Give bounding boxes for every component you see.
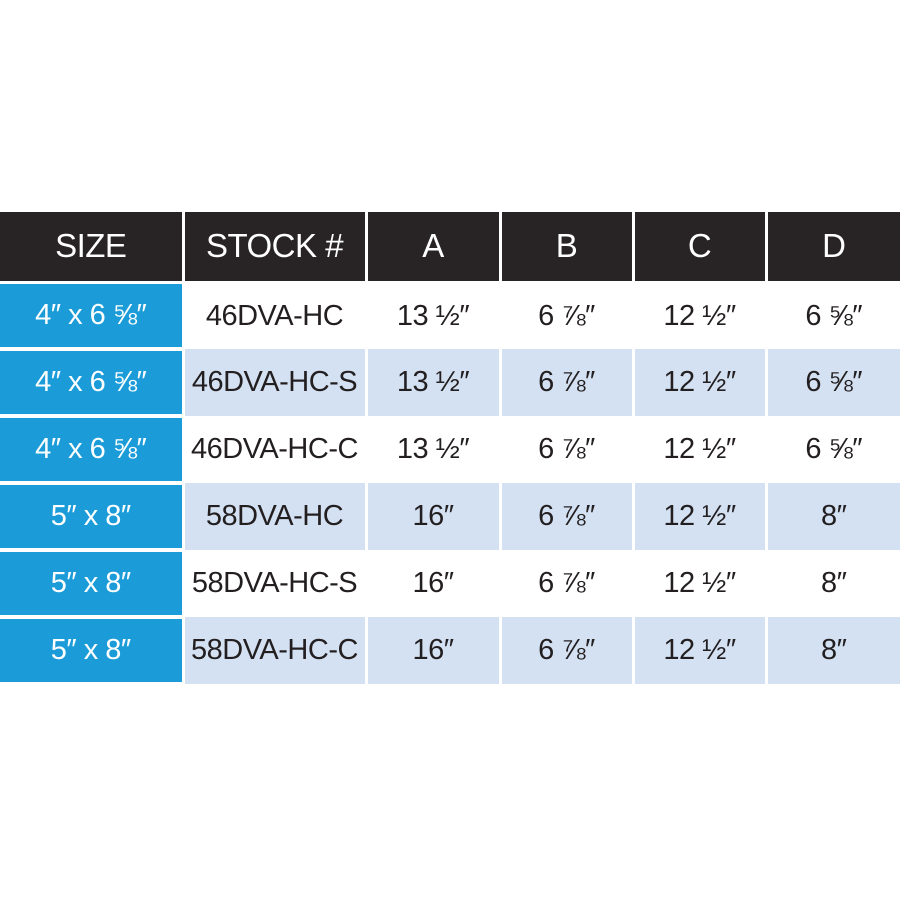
table-row (0, 483, 900, 550)
cell-dim-a: 13 ½″ (366, 349, 500, 416)
cell-dim-a: 13 ½″ (366, 416, 500, 483)
column-header-d: D (766, 212, 900, 282)
cell-dim-b: 6 ⅞″ (500, 349, 633, 416)
cell-stock: 46DVA-HC (183, 282, 366, 349)
cell-dim-c: 12 ½″ (633, 282, 766, 349)
cell-dim-b: 6 ⅞″ (500, 550, 633, 617)
column-header-size: SIZE (0, 212, 183, 282)
column-header-b: B (500, 212, 633, 282)
cell-dim-b: 6 ⅞″ (500, 282, 633, 349)
cell-size: 5″ x 8″ (0, 550, 183, 617)
cell-dim-d: 8″ (766, 550, 900, 617)
cell-dim-c: 12 ½″ (633, 349, 766, 416)
cell-stock: 58DVA-HC (183, 483, 366, 550)
cell-dim-d: 8″ (766, 617, 900, 684)
cell-dim-d: 6 ⅝″ (766, 416, 900, 483)
cell-size: 4″ x 6 ⅝″ (0, 349, 183, 416)
cell-stock: 46DVA-HC-S (183, 349, 366, 416)
dimension-spec-table (0, 212, 900, 686)
cell-dim-b: 6 ⅞″ (500, 617, 633, 684)
table-row (0, 349, 900, 416)
table-row (0, 550, 900, 617)
table-row (0, 617, 900, 684)
cell-dim-d: 8″ (766, 483, 900, 550)
cell-size: 4″ x 6 ⅝″ (0, 416, 183, 483)
cell-size: 4″ x 6 ⅝″ (0, 282, 183, 349)
table-row (0, 282, 900, 349)
cell-size: 5″ x 8″ (0, 483, 183, 550)
table-row (0, 416, 900, 483)
cell-stock: 58DVA-HC-S (183, 550, 366, 617)
cell-dim-a: 16″ (366, 483, 500, 550)
cell-dim-b: 6 ⅞″ (500, 483, 633, 550)
cell-dim-c: 12 ½″ (633, 483, 766, 550)
cell-dim-c: 12 ½″ (633, 416, 766, 483)
cell-dim-c: 12 ½″ (633, 550, 766, 617)
cell-stock: 46DVA-HC-C (183, 416, 366, 483)
cell-stock: 58DVA-HC-C (183, 617, 366, 684)
cell-dim-d: 6 ⅝″ (766, 349, 900, 416)
cell-dim-a: 16″ (366, 550, 500, 617)
column-header-stock: STOCK # (183, 212, 366, 282)
column-header-c: C (633, 212, 766, 282)
cell-dim-b: 6 ⅞″ (500, 416, 633, 483)
cell-dim-c: 12 ½″ (633, 617, 766, 684)
column-header-a: A (366, 212, 500, 282)
cell-size: 5″ x 8″ (0, 617, 183, 684)
table-header-row (0, 212, 900, 282)
cell-dim-a: 13 ½″ (366, 282, 500, 349)
cell-dim-a: 16″ (366, 617, 500, 684)
cell-dim-d: 6 ⅝″ (766, 282, 900, 349)
